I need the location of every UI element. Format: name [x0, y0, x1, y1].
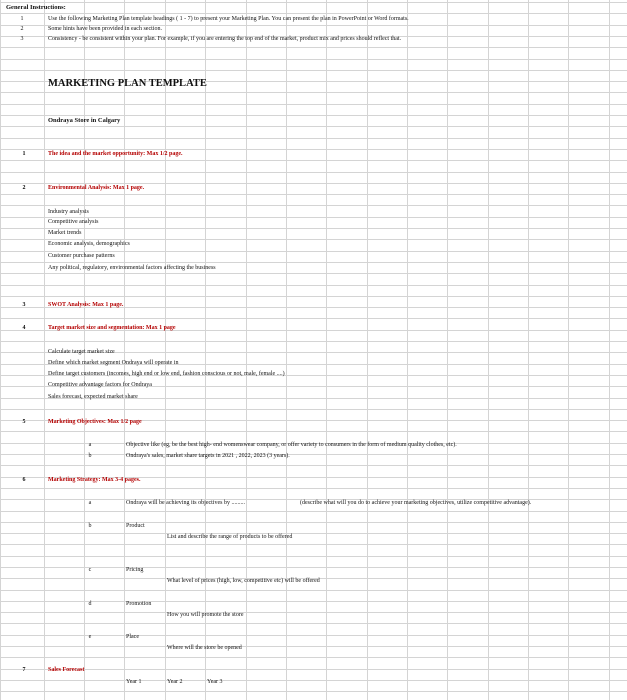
grid-row-line — [0, 183, 627, 184]
mix-label-pricing: Pricing — [126, 567, 144, 573]
grid-row-line — [0, 115, 627, 116]
grid-row-line — [0, 657, 627, 658]
grid-row-line — [0, 217, 627, 218]
grid-row-line — [0, 296, 627, 297]
mix-label-promotion: Promotion — [126, 601, 152, 607]
section-heading: The idea and the market opportunity: Max 1/2 page. — [48, 151, 183, 157]
item-letter: b — [88, 523, 92, 529]
mix-desc-pricing: What level of prices (high, low, competitive etc) will be offered — [167, 578, 320, 584]
grid-row-line — [0, 646, 627, 647]
section-number: 7 — [22, 667, 26, 673]
grid-col-line — [205, 0, 206, 700]
grid-row-line — [0, 465, 627, 466]
grid-col-line — [165, 0, 166, 700]
grid-row-line — [0, 612, 627, 613]
section-heading: Target market size and segmentation: Max 1 page — [48, 325, 176, 331]
grid-col-line — [568, 0, 569, 700]
instruction-number: 2 — [20, 26, 24, 32]
grid-row-line — [0, 669, 627, 670]
list-item: Sales forecast, expected market share — [48, 394, 138, 400]
grid-col-line — [488, 0, 489, 700]
section-number: 1 — [22, 151, 26, 157]
objective-text: Objective like (eg, be the best high- end womenswear company, or offer variety to consumers in the form of medium quality clothes, etc). — [126, 442, 457, 448]
section-number: 2 — [22, 185, 26, 191]
strategy-note: (describe what will you do to achieve your marketing objectives, utilize competitive advantage). — [300, 500, 532, 506]
item-letter: e — [88, 634, 92, 640]
grid-col-line — [124, 0, 125, 700]
grid-row-line — [0, 2, 627, 3]
grid-col-line — [447, 0, 448, 700]
list-item: Define target customers (incomes, high end or low end, fashion conscious or not, male, female ....) — [48, 371, 285, 377]
instruction-text: Use the following Marketing Plan template headings ( 1 - 7) to present your Marketing Plan. You can present the plan in PowerPoint or Word formats. — [48, 16, 409, 22]
grid-row-line — [0, 138, 627, 139]
grid-row-line — [0, 149, 627, 150]
instruction-number: 1 — [20, 16, 24, 22]
grid-row-line — [0, 194, 627, 195]
item-letter: a — [88, 500, 92, 506]
forecast-year: Year 1 — [126, 679, 142, 685]
list-item: Economic analysis, demographics — [48, 241, 130, 247]
grid-col-line — [286, 0, 287, 700]
list-item: Calculate target market size — [48, 349, 115, 355]
forecast-year: Year 2 — [167, 679, 183, 685]
grid-row-line — [0, 431, 627, 432]
strategy-text: Ondraya will be achieving its objectives by ......... — [126, 500, 245, 506]
grid-col-line — [44, 0, 45, 700]
grid-row-line — [0, 126, 627, 127]
section-number: 3 — [22, 302, 26, 308]
grid-row-line — [0, 228, 627, 229]
grid-row-line — [0, 318, 627, 319]
mix-desc-product: List and describe the range of products to be offered — [167, 534, 293, 540]
grid-col-line — [367, 0, 368, 700]
instruction-text: Consistency - be consistent within your plan. For example, if you are entering the top end of the market, product mix and prices should reflect that. — [48, 36, 402, 42]
grid-row-line — [0, 341, 627, 342]
list-item: Customer purchase patterns — [48, 253, 115, 259]
objective-text: Ondraya's sales, market share targets in 2021 , 2022, 2023 (3 years). — [126, 453, 290, 459]
grid-row-line — [0, 680, 627, 681]
list-item: Define which market segment Ondraya will operate in — [48, 360, 179, 366]
section-heading: Sales Forecast — [48, 667, 85, 673]
grid-col-line — [528, 0, 529, 700]
item-letter: b — [88, 453, 92, 459]
grid-row-line — [0, 623, 627, 624]
grid-row-line — [0, 556, 627, 557]
grid-row-line — [0, 70, 627, 71]
grid-col-line — [0, 0, 1, 700]
list-item: Competitive advantage factors for Ondraya — [48, 382, 152, 388]
section-number: 4 — [22, 325, 26, 331]
grid-col-line — [407, 0, 408, 700]
grid-col-line — [326, 0, 327, 700]
grid-row-line — [0, 511, 627, 512]
mix-desc-promotion: How you will promote the store — [167, 612, 244, 618]
grid-row-line — [0, 251, 627, 252]
instruction-number: 3 — [20, 36, 24, 42]
list-item: Industry analysis — [48, 209, 89, 215]
forecast-year: Year 3 — [207, 679, 223, 685]
list-item: Any political, regulatory, environmental factors affecting the business — [48, 265, 216, 271]
list-item: Competitive analysis — [48, 219, 99, 225]
list-item: Market trends — [48, 230, 82, 236]
instruction-text: Some hints have been provided in each section. — [48, 26, 162, 32]
mix-label-product: Product — [126, 523, 145, 529]
section-heading: SWOT Analysis: Max 1 page. — [48, 302, 124, 308]
grid-row-line — [0, 488, 627, 489]
page-title: MARKETING PLAN TEMPLATE — [48, 78, 207, 89]
general-instructions-heading: General Instructions: — [6, 4, 66, 11]
grid-row-line — [0, 59, 627, 60]
grid-row-line — [0, 13, 627, 14]
item-letter: d — [88, 601, 92, 607]
mix-desc-place: Where will the store be opened — [167, 645, 242, 651]
grid-row-line — [0, 205, 627, 206]
grid-row-line — [0, 285, 627, 286]
grid-row-line — [0, 544, 627, 545]
item-letter: c — [88, 567, 92, 573]
store-name: Ondraya Store in Calgary — [48, 117, 121, 124]
grid-row-line — [0, 262, 627, 263]
section-heading: Marketing Strategy: Max 3-4 pages. — [48, 477, 141, 483]
grid-row-line — [0, 590, 627, 591]
grid-row-line — [0, 104, 627, 105]
grid-row-line — [0, 92, 627, 93]
grid-row-line — [0, 691, 627, 692]
grid-row-line — [0, 160, 627, 161]
section-number: 5 — [22, 419, 26, 425]
grid-row-line — [0, 239, 627, 240]
section-number: 6 — [22, 477, 26, 483]
grid-row-line — [0, 47, 627, 48]
grid-row-line — [0, 172, 627, 173]
section-heading: Marketing Objectives: Max 1/2 page — [48, 419, 142, 425]
mix-label-place: Place — [126, 634, 139, 640]
grid-col-line — [609, 0, 610, 700]
grid-col-line — [246, 0, 247, 700]
grid-row-line — [0, 409, 627, 410]
section-heading: Environmental Analysis: Max 1 page. — [48, 185, 145, 191]
grid-row-line — [0, 273, 627, 274]
item-letter: a — [88, 442, 92, 448]
grid-row-line — [0, 533, 627, 534]
